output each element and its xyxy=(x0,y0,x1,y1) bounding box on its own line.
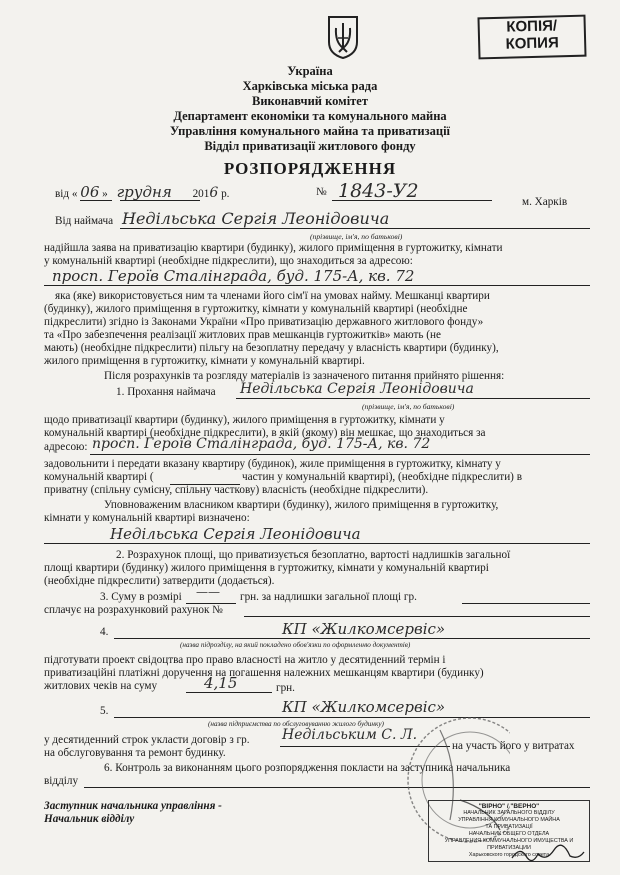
city: м. Харків xyxy=(522,196,568,208)
item5-line1-suffix: на участь його у витратах xyxy=(452,740,575,752)
item1-name: Недільська Сергія Леонідовича xyxy=(240,381,474,397)
applicant-hint: (прізвище, ім'я, по батькові) xyxy=(310,232,403,241)
header-division: Відділ приватизації житлового фонду xyxy=(204,139,416,153)
header-committee: Виконавчий комітет xyxy=(252,94,368,108)
item5-line1-prefix: у десятиденний строк укласти договір з гр. xyxy=(44,734,250,746)
item1-line-6: частин у комунальній квартирі), (необхідне підкреслити) в xyxy=(242,471,522,483)
copy-stamp-line1: КОПІЯ/ xyxy=(506,17,558,36)
item6-line2: відділу xyxy=(44,775,79,787)
intro-line-8: жилого приміщення в гуртожитку, кімнати у комунальній квартирі. xyxy=(44,355,365,367)
copy-stamp xyxy=(477,15,586,60)
item4-sum: 4,15 xyxy=(204,674,238,692)
item5-prefix: 5. xyxy=(100,705,109,717)
item1-line-4: задовольнити і передати вказану квартиру (будинок), жиле приміщення в гуртожитку, кімнату у xyxy=(44,458,501,470)
item1-line-9: кімнати у комунальній квартирі визначено: xyxy=(44,512,250,524)
item3-line2: сплачує на розрахунковий рахунок № xyxy=(44,604,223,616)
item5-line2: на обслуговування та ремонт будинку. xyxy=(44,747,226,759)
item2-line-2: площі квартири (будинку) жилого приміщення в гуртожитку, кімнати у комунальній квартирі xyxy=(44,562,489,574)
seal-line-4: ТА ПРИВАТИЗАЦІЇ xyxy=(485,824,533,830)
seal-line-1: "ВІРНО" / "ВЕРНО" xyxy=(478,803,540,810)
item1-hint: (прізвище, ім'я, по батькові) xyxy=(362,402,455,411)
item6-line1: 6. Контроль за виконанням цього розпорядження покласти на заступника начальника xyxy=(104,762,511,774)
item1-line-3: адресою: xyxy=(44,441,88,453)
item1-line-2: комунальній квартирі (необхідне підкреслити), в якій (якому) він мешкає, що знаходиться за xyxy=(44,427,486,439)
order-number: 1843-У2 xyxy=(338,180,419,202)
date-month: грудня xyxy=(116,183,172,201)
item3-mid: грн. за надлишки загальної площі гр. xyxy=(240,591,417,603)
seal-line-7: Харьковского городского совета xyxy=(468,852,550,858)
date-year-suffix: 6 xyxy=(209,185,219,201)
item5-handwritten: КП «Жилкомсервіс» xyxy=(282,698,446,716)
signature-scribble-icon xyxy=(508,842,588,866)
intro-line-3: яка (яке) використовується ним та членами його сім'ї на умовах найму. Мешканці квартири xyxy=(55,290,490,302)
item4-hint: (назва підрозділу, на який покладено обов'язки по оформленню документів) xyxy=(180,641,411,649)
date-year-prefix: 201 xyxy=(192,188,210,200)
date-prefix: від « xyxy=(55,188,78,200)
header-department: Департамент економіки та комунального майна xyxy=(173,109,447,123)
item3-blank: —— xyxy=(196,585,220,599)
address-handwritten: просп. Героїв Сталінграда, буд. 175-А, кв. 72 xyxy=(52,267,415,285)
item5-hint: (назва підприємства по обслуговуванню жилого будинку) xyxy=(208,720,384,728)
signature-line-2: Начальник відділу xyxy=(44,813,135,825)
item1-address: просп. Героїв Сталінграда, буд. 175-А, кв. 72 xyxy=(92,436,431,452)
intro-line-2: у комунальній квартирі (необхідне підкреслити), що знаходиться за адресою: xyxy=(44,255,413,267)
order-number-label: № xyxy=(316,186,327,198)
item4-line-1: підготувати проект свідоцтва про право власності на житло у десятиденний термін і xyxy=(44,654,446,666)
item1-owner: Недільська Сергія Леонідовича xyxy=(110,525,361,543)
item1-line-1: щодо приватизації квартири (будинку), жилого приміщення в гуртожитку, кімнати у xyxy=(44,414,445,426)
seal-line-3: УПРАВЛІННЯ КОМУНАЛЬНОГО МАЙНА xyxy=(458,817,560,823)
item1-prefix: 1. Прохання наймача xyxy=(116,386,216,398)
applicant-name: Недільська Сергія Леонідовича xyxy=(122,209,390,228)
item4-line-3: житлових чеків на суму xyxy=(44,680,158,692)
applicant-label: Від наймача xyxy=(55,215,114,227)
item2-line-3: (необхідне підкреслити) затвердити (додається). xyxy=(44,575,275,587)
date-day: 06 xyxy=(80,183,100,201)
copy-stamp-line2: КОПИЯ xyxy=(505,34,559,53)
decision-intro: Після розрахунків та розгляду матеріалів із зазначеного питання прийнято рішення: xyxy=(104,370,505,382)
item4-prefix: 4. xyxy=(100,626,109,638)
item5-line1-name: Недільським С. Л. xyxy=(282,727,418,743)
intro-line-5: підкреслити) згідно із Законами України «Про приватизацію державного житлового фонду» xyxy=(44,316,484,328)
seal-line-2: НАЧАЛЬНИК ЗАГАЛЬНОГО ВІДДІЛУ xyxy=(463,810,555,816)
date-year-label: р. xyxy=(221,188,230,200)
item1-line-8: Уповноваженим власником квартири (будинку), жилого приміщення в гуртожитку, xyxy=(104,499,499,511)
intro-line-1: надійшла заява на приватизацію квартири (будинку), жилого приміщення в гуртожитку, кімнати xyxy=(44,242,503,254)
header-country: Україна xyxy=(287,64,333,78)
intro-line-6: та «Про забезпечення реалізації житлових прав мешканців гуртожитків» мають (не xyxy=(44,329,441,341)
item4-handwritten: КП «Жилкомсервіс» xyxy=(282,620,446,638)
coat-of-arms-icon xyxy=(326,14,360,60)
header-council: Харківська міська рада xyxy=(242,79,378,93)
date-mid: » xyxy=(102,188,108,200)
item1-line-7: приватну (спільну сумісну, спільну часткову) власність (необхідне підкреслити). xyxy=(44,484,429,496)
seal-line-6: УПРАВЛЕНИЯ КОММУНАЛЬНОГО ИМУЩЕСТВА И ПРИВАТИЗАЦИИ xyxy=(444,838,574,851)
item4-line-2: приватизаційні платіжні доручення на погашення належних мешканцям квартири (будинку) xyxy=(44,667,484,679)
intro-line-7: мають) (необхідне підкреслити) пільгу на безоплатну передачу у власність квартири (будинку), xyxy=(44,342,499,354)
item1-line-5: комунальній квартирі ( xyxy=(44,471,154,483)
item4-currency: грн. xyxy=(276,682,295,694)
document-title: РОЗПОРЯДЖЕННЯ xyxy=(223,159,397,178)
intro-line-4: (будинку), жилого приміщення в гуртожитку, кімнати у комунальній квартирі (необхідне xyxy=(44,303,468,315)
header-directorate: Управління комунального майна та приватизації xyxy=(169,124,451,138)
signature-line-1: Заступник начальника управління - xyxy=(44,800,222,812)
item2-line-1: 2. Розрахунок площі, що приватизується безоплатно, вартості надлишків загальної xyxy=(116,549,511,561)
seal-line-5: НАЧАЛЬНИК ОБЩЕГО ОТДЕЛА xyxy=(468,831,550,837)
item3-prefix: 3. Суму в розмірі xyxy=(100,591,182,603)
date-line xyxy=(55,183,230,201)
